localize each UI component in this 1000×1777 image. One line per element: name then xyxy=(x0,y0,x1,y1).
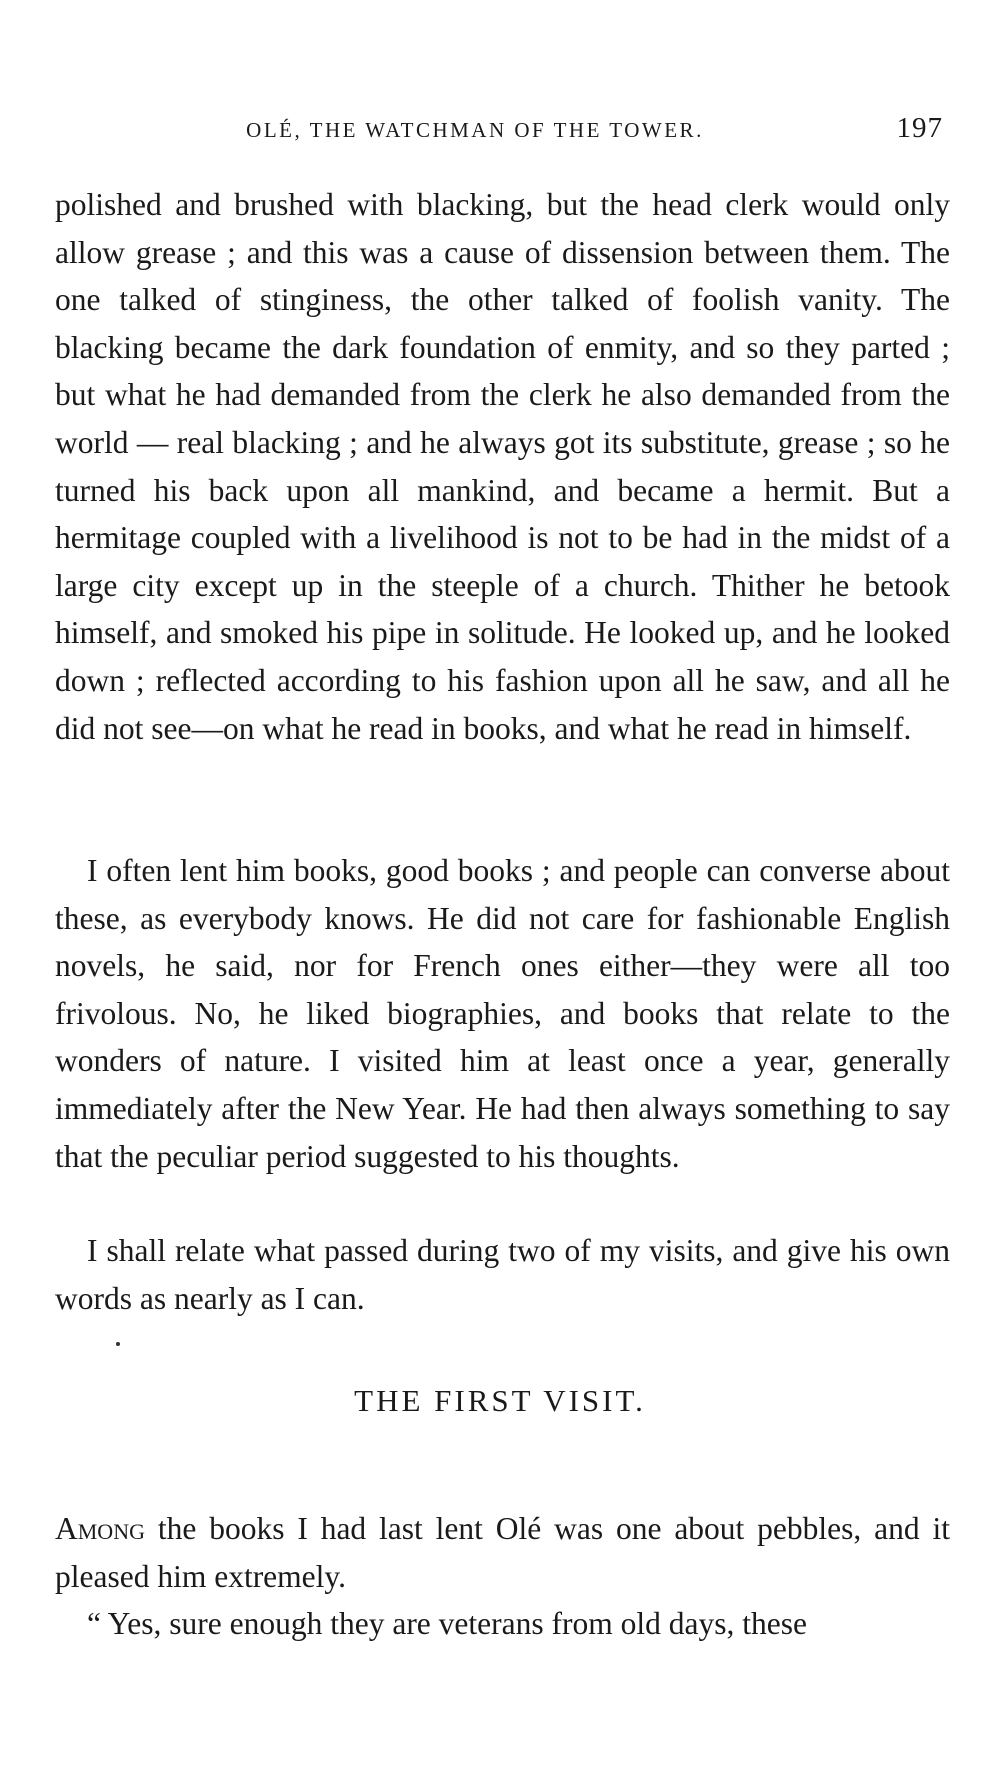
paragraph-3 xyxy=(55,1227,950,1322)
paragraph-text: polished and brushed with blacking, but the head clerk would only allow grease ; and this was a cause of dissension between them. The one talked of stinginess, the other talked of foolish vanity. The blacking became the dark foundation of enmity, and so they parted ; but what he had demanded from the clerk he also demanded from the world — real blacking ; and he always got its substitute, grease ; so he turned his back upon all mankind, and became a hermit. But a hermitage coupled with a livelihood is not to be had in the midst of a large city except up in the steeple of a church. Thither he betook himself, and smoked his pipe in solitude. He looked up, and he looked down ; reflected according to his fashion upon all he saw, and all he did not see—on what he read in books, and what he read in himself. xyxy=(55,187,950,746)
quote-start: “ Yes, sure enough they are veterans from old days, these xyxy=(87,1606,807,1642)
running-head xyxy=(55,112,955,152)
page-number: 197 xyxy=(896,112,943,144)
section-opening xyxy=(55,1505,950,1600)
print-speck xyxy=(116,1342,120,1346)
paragraph-text: I shall relate what passed during two of my visits, and give his own words as nearly as I can. xyxy=(55,1233,950,1316)
paragraph-2 xyxy=(55,847,950,1180)
paragraph-1 xyxy=(55,181,950,752)
section-paragraph xyxy=(55,1505,950,1648)
section-title: THE FIRST VISIT. xyxy=(354,1383,646,1418)
drop-word: Among xyxy=(55,1511,145,1546)
opening-rest: the books I had last lent Olé was one about pebbles, and it pleased him extremely. xyxy=(55,1511,950,1594)
running-title: OLÉ, THE WATCHMAN OF THE TOWER. xyxy=(246,118,704,142)
paragraph-text: I often lent him books, good books ; and people can converse about these, as everybody knows. He did not care for fashionable English novels, he said, nor for French ones either—they were all too frivolous. No, he liked biographies, and books that relate to the wonders of nature. I visited him at least once a year, generally immediately after the New Year. He had then always something to say that the peculiar period suggested to his thoughts. xyxy=(55,853,950,1174)
